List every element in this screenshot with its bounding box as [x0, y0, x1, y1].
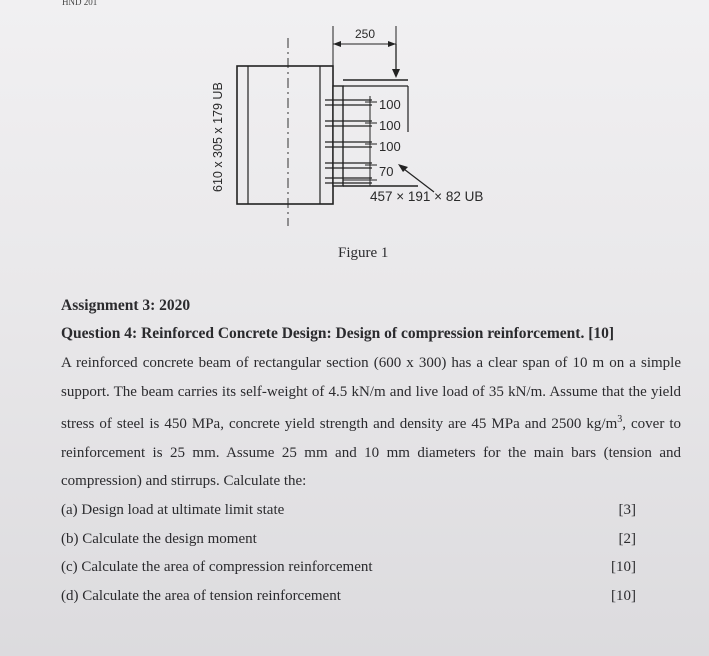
bolt-spacing-3: 100: [379, 139, 401, 154]
superscript: 3: [617, 414, 623, 425]
part-marks: [2]: [618, 530, 636, 547]
dim-250-text: 250: [354, 27, 376, 41]
end-plate: [333, 86, 343, 186]
bolt-spacing-4: 70: [379, 164, 394, 179]
column-outline: [237, 66, 333, 204]
part-b: [61, 525, 636, 554]
question-body-text: A reinforced concrete beam of rectangular section (600 x 300) has a clear span of 10 m on a simple support. The beam carries its self-weight of 4.5 kN/m and live load of 35 kN/m. Assume that the yield stress of steel is 450 MPa, concrete yield strength and density are 45 MPa and 2500 kg/m: [61, 355, 681, 432]
part-label: (c) Calculate the area of compression reinforcement: [61, 559, 373, 575]
bolt-spacing-2: 100: [379, 118, 401, 133]
part-c: [61, 553, 636, 582]
part-label: (a) Design load at ultimate limit state: [61, 502, 285, 518]
part-label: (d) Calculate the area of tension reinforcement: [61, 587, 341, 604]
part-label: (b) Calculate the design moment: [61, 530, 257, 547]
bolt-spacing-1: 100: [379, 97, 401, 112]
part-d: [61, 582, 636, 611]
figure-caption: Figure 1: [338, 245, 389, 261]
part-marks: [3]: [618, 502, 636, 518]
beam-label: 457 × 191 × 82 UB: [370, 189, 484, 204]
question-body-text-cont: , cover to reinforcement is 25 mm. Assume 25 mm and 10 mm diameters for the main bars (tension and compression) and stirrups. Calculate the:: [61, 416, 681, 489]
header-fragment: HND 201: [62, 0, 98, 7]
column-label: 610 x 305 x 179 UB: [211, 82, 225, 192]
part-marks: [10]: [611, 559, 636, 575]
question-body: [61, 349, 681, 496]
question-parts: [61, 496, 636, 610]
part-marks: [10]: [611, 587, 636, 604]
bolt-rows: [325, 100, 372, 183]
part-a: [61, 496, 636, 525]
question-title: Question 4: Reinforced Concrete Design: Design of compression reinforcement. [10]: [61, 325, 615, 342]
connection-figure: [196, 20, 556, 230]
assignment-title: Assignment 3: 2020: [61, 297, 191, 314]
connection-drawing: [196, 20, 556, 230]
